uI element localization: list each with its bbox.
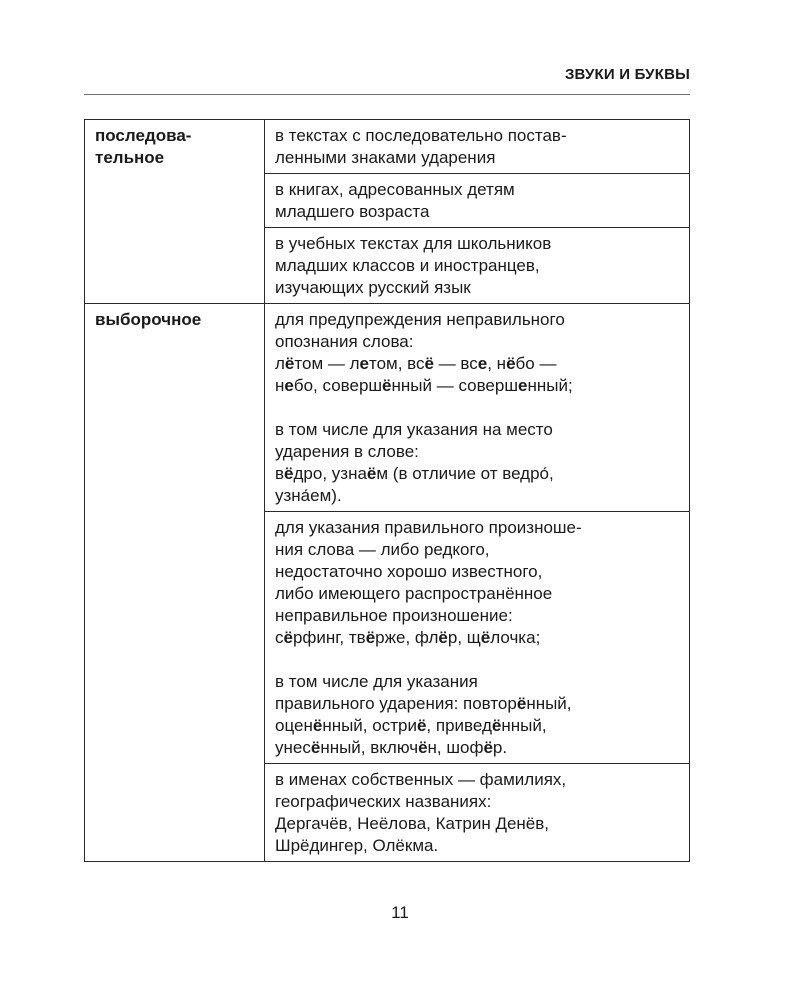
term-cell bbox=[85, 304, 265, 862]
stressed-vowel: ё bbox=[284, 354, 295, 373]
stress-marks-table bbox=[84, 119, 690, 862]
usage-line: в текстах с последовательно постав- bbox=[275, 126, 567, 145]
usage-cell bbox=[265, 228, 690, 304]
usage-line: лётом — летом, всё — все, нёбо — bbox=[275, 354, 557, 373]
usage-cell bbox=[265, 174, 690, 228]
usage-line: вёдро, узнаём (в отличие от ведро́, bbox=[275, 464, 554, 483]
usage-line: оценённый, остриё, приведённый, bbox=[275, 716, 547, 735]
stressed-vowel: ё bbox=[516, 694, 527, 713]
usage-line: для указания правильного произноше- bbox=[275, 518, 582, 537]
stressed-vowel: е bbox=[477, 354, 488, 373]
term-line: последова- bbox=[95, 126, 192, 145]
usage-line: ударения в слове: bbox=[275, 442, 419, 461]
stressed-vowel: е bbox=[284, 376, 294, 395]
paragraph-gap bbox=[275, 649, 680, 671]
usage-line: ленными знаками ударения bbox=[275, 148, 496, 167]
usage-line: ния слова — либо редкого, bbox=[275, 540, 490, 559]
usage-line: географических названиях: bbox=[275, 792, 492, 811]
term-line: выборочное bbox=[95, 310, 202, 329]
stressed-vowel: е bbox=[359, 354, 369, 373]
stressed-vowel: ё bbox=[418, 738, 428, 757]
usage-line: младших классов и иностранцев, bbox=[275, 256, 540, 275]
usage-line: для предупреждения неправильного bbox=[275, 310, 565, 329]
usage-line: узна́ем). bbox=[275, 486, 342, 505]
usage-line: в книгах, адресованных детям bbox=[275, 180, 515, 199]
stressed-vowel: ё bbox=[506, 354, 516, 373]
stressed-vowel: е bbox=[517, 376, 528, 395]
usage-line: либо имеющего распространённое bbox=[275, 584, 553, 603]
stressed-vowel: ё bbox=[284, 464, 294, 483]
usage-line: Дергачёв, Неёлова, Катрин Денёв, bbox=[275, 814, 550, 833]
usage-cell bbox=[265, 512, 690, 764]
stressed-vowel: ё bbox=[310, 738, 321, 757]
stressed-vowel: ё bbox=[382, 376, 392, 395]
usage-line: в именах собственных — фамилиях, bbox=[275, 770, 567, 789]
stressed-vowel: ё bbox=[416, 716, 427, 735]
usage-line: неправильное произношение: bbox=[275, 606, 513, 625]
term-line: тельное bbox=[95, 148, 165, 167]
table-row bbox=[85, 304, 690, 512]
stressed-vowel: ё bbox=[365, 628, 376, 647]
stressed-vowel: ё bbox=[366, 464, 377, 483]
stressed-vowel: ё bbox=[483, 738, 493, 757]
usage-cell bbox=[265, 120, 690, 174]
usage-cell bbox=[265, 304, 690, 512]
stressed-vowel: ё bbox=[491, 716, 502, 735]
stressed-vowel: ё bbox=[312, 716, 323, 735]
header-rule bbox=[84, 94, 690, 95]
stressed-vowel: ё bbox=[283, 628, 293, 647]
usage-cell bbox=[265, 764, 690, 862]
running-header: ЗВУКИ И БУКВЫ bbox=[564, 66, 690, 83]
page-number: 11 bbox=[391, 903, 409, 922]
usage-line: опознания слова: bbox=[275, 332, 414, 351]
stressed-vowel: ё bbox=[480, 628, 491, 647]
usage-line: унесённый, включён, шофёр. bbox=[275, 738, 508, 757]
usage-line: изучающих русский язык bbox=[275, 278, 471, 297]
usage-line: небо, совершённый — совершенный; bbox=[275, 376, 573, 395]
usage-line: правильного ударения: повторённый, bbox=[275, 694, 572, 713]
paragraph-gap bbox=[275, 397, 680, 419]
usage-line: в том числе для указания bbox=[275, 672, 478, 691]
usage-line: в том числе для указания на место bbox=[275, 420, 553, 439]
usage-line: сёрфинг, твёрже, флёр, щёлочка; bbox=[275, 628, 541, 647]
table-row bbox=[85, 120, 690, 174]
usage-line: младшего возраста bbox=[275, 202, 430, 221]
stressed-vowel: ё bbox=[438, 628, 448, 647]
stressed-vowel: ё bbox=[424, 354, 434, 373]
usage-line: в учебных текстах для школьников bbox=[275, 234, 552, 253]
usage-line: Шрёдингер, Олёкма. bbox=[275, 836, 439, 855]
term-cell bbox=[85, 120, 265, 304]
usage-line: недостаточно хорошо известного, bbox=[275, 562, 543, 581]
